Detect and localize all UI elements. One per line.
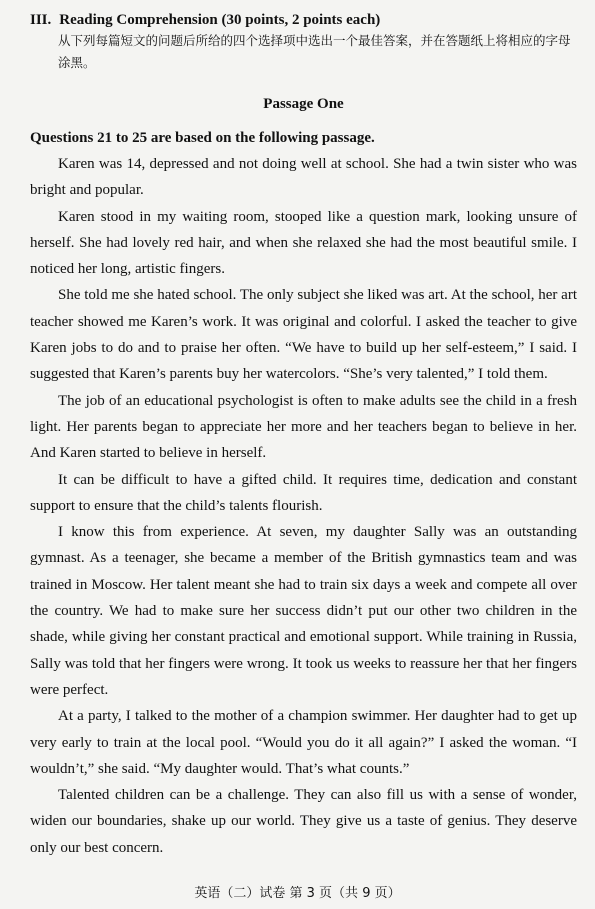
- paragraph: Talented children can be a challenge. They can also fill us with a sense of wonder, widen our boundaries, shake up our world. They give us a taste of genius. They deserve only our best concern.: [30, 787, 577, 856]
- section-instruction: 从下列每篇短文的问题后所给的四个选择项中选出一个最佳答案，并在答题纸上将相应的字母涂黑。: [58, 33, 571, 70]
- section-title: Reading Comprehension (30 points, 2 points each): [59, 12, 381, 28]
- questions-header: Questions 21 to 25 are based on the following passage.: [30, 130, 375, 146]
- paragraph: I know this from experience. At seven, my daughter Sally was an outstanding gymnast. As a teenager, she became a member of the British gymnastics team and was trained in Moscow. Her talent meant she had to train six days a week and compete all over the country. We had to make sure her success didn’t put our other two children in the shade, while giving her constant practical and emotional support. While training in Russia, Sally was told that her fingers were wrong. It took us weeks to reassure her that her fingers were perfect.: [30, 524, 577, 698]
- passage-body: [30, 151, 577, 861]
- paragraph: Karen stood in my waiting room, stooped like a question mark, looking unsure of herself. She had lovely red hair, and when she relaxed she had the most beautiful smile. I noticed her long, artistic fingers.: [30, 208, 577, 278]
- section-heading: [30, 10, 577, 30]
- paragraph: It can be difficult to have a gifted child. It requires time, dedication and constant support to ensure that the child’s talents flourish.: [30, 471, 577, 514]
- paragraph: She told me she hated school. The only subject she liked was art. At the school, her art teacher showed me Karen’s work. It was original and colorful. I asked the teacher to give Karen jobs to do and to praise her often. “We have to build up her self-esteem,” I said. I suggested that Karen’s parents buy her watercolors. “She’s very talented,” I told them.: [30, 287, 577, 383]
- section-number: III.: [30, 12, 52, 28]
- page-footer: 英语（二）试卷 第 3 页（共 9 页）: [194, 886, 401, 901]
- passage-title: Passage One: [263, 96, 344, 112]
- paragraph: Karen was 14, depressed and not doing well at school. She had a twin sister who was bright and popular.: [30, 156, 577, 199]
- paragraph: At a party, I talked to the mother of a champion swimmer. Her daughter had to get up very early to train at the local pool. “Would you do it all again?” I asked the woman. “I wouldn’t,” she said. “My daughter would. That’s what counts.”: [30, 708, 577, 777]
- paragraph: The job of an educational psychologist is often to make adults see the child in a fresh light. Her parents began to appreciate her more and her teachers began to believe in her. And Karen started to believe in herself.: [30, 392, 577, 462]
